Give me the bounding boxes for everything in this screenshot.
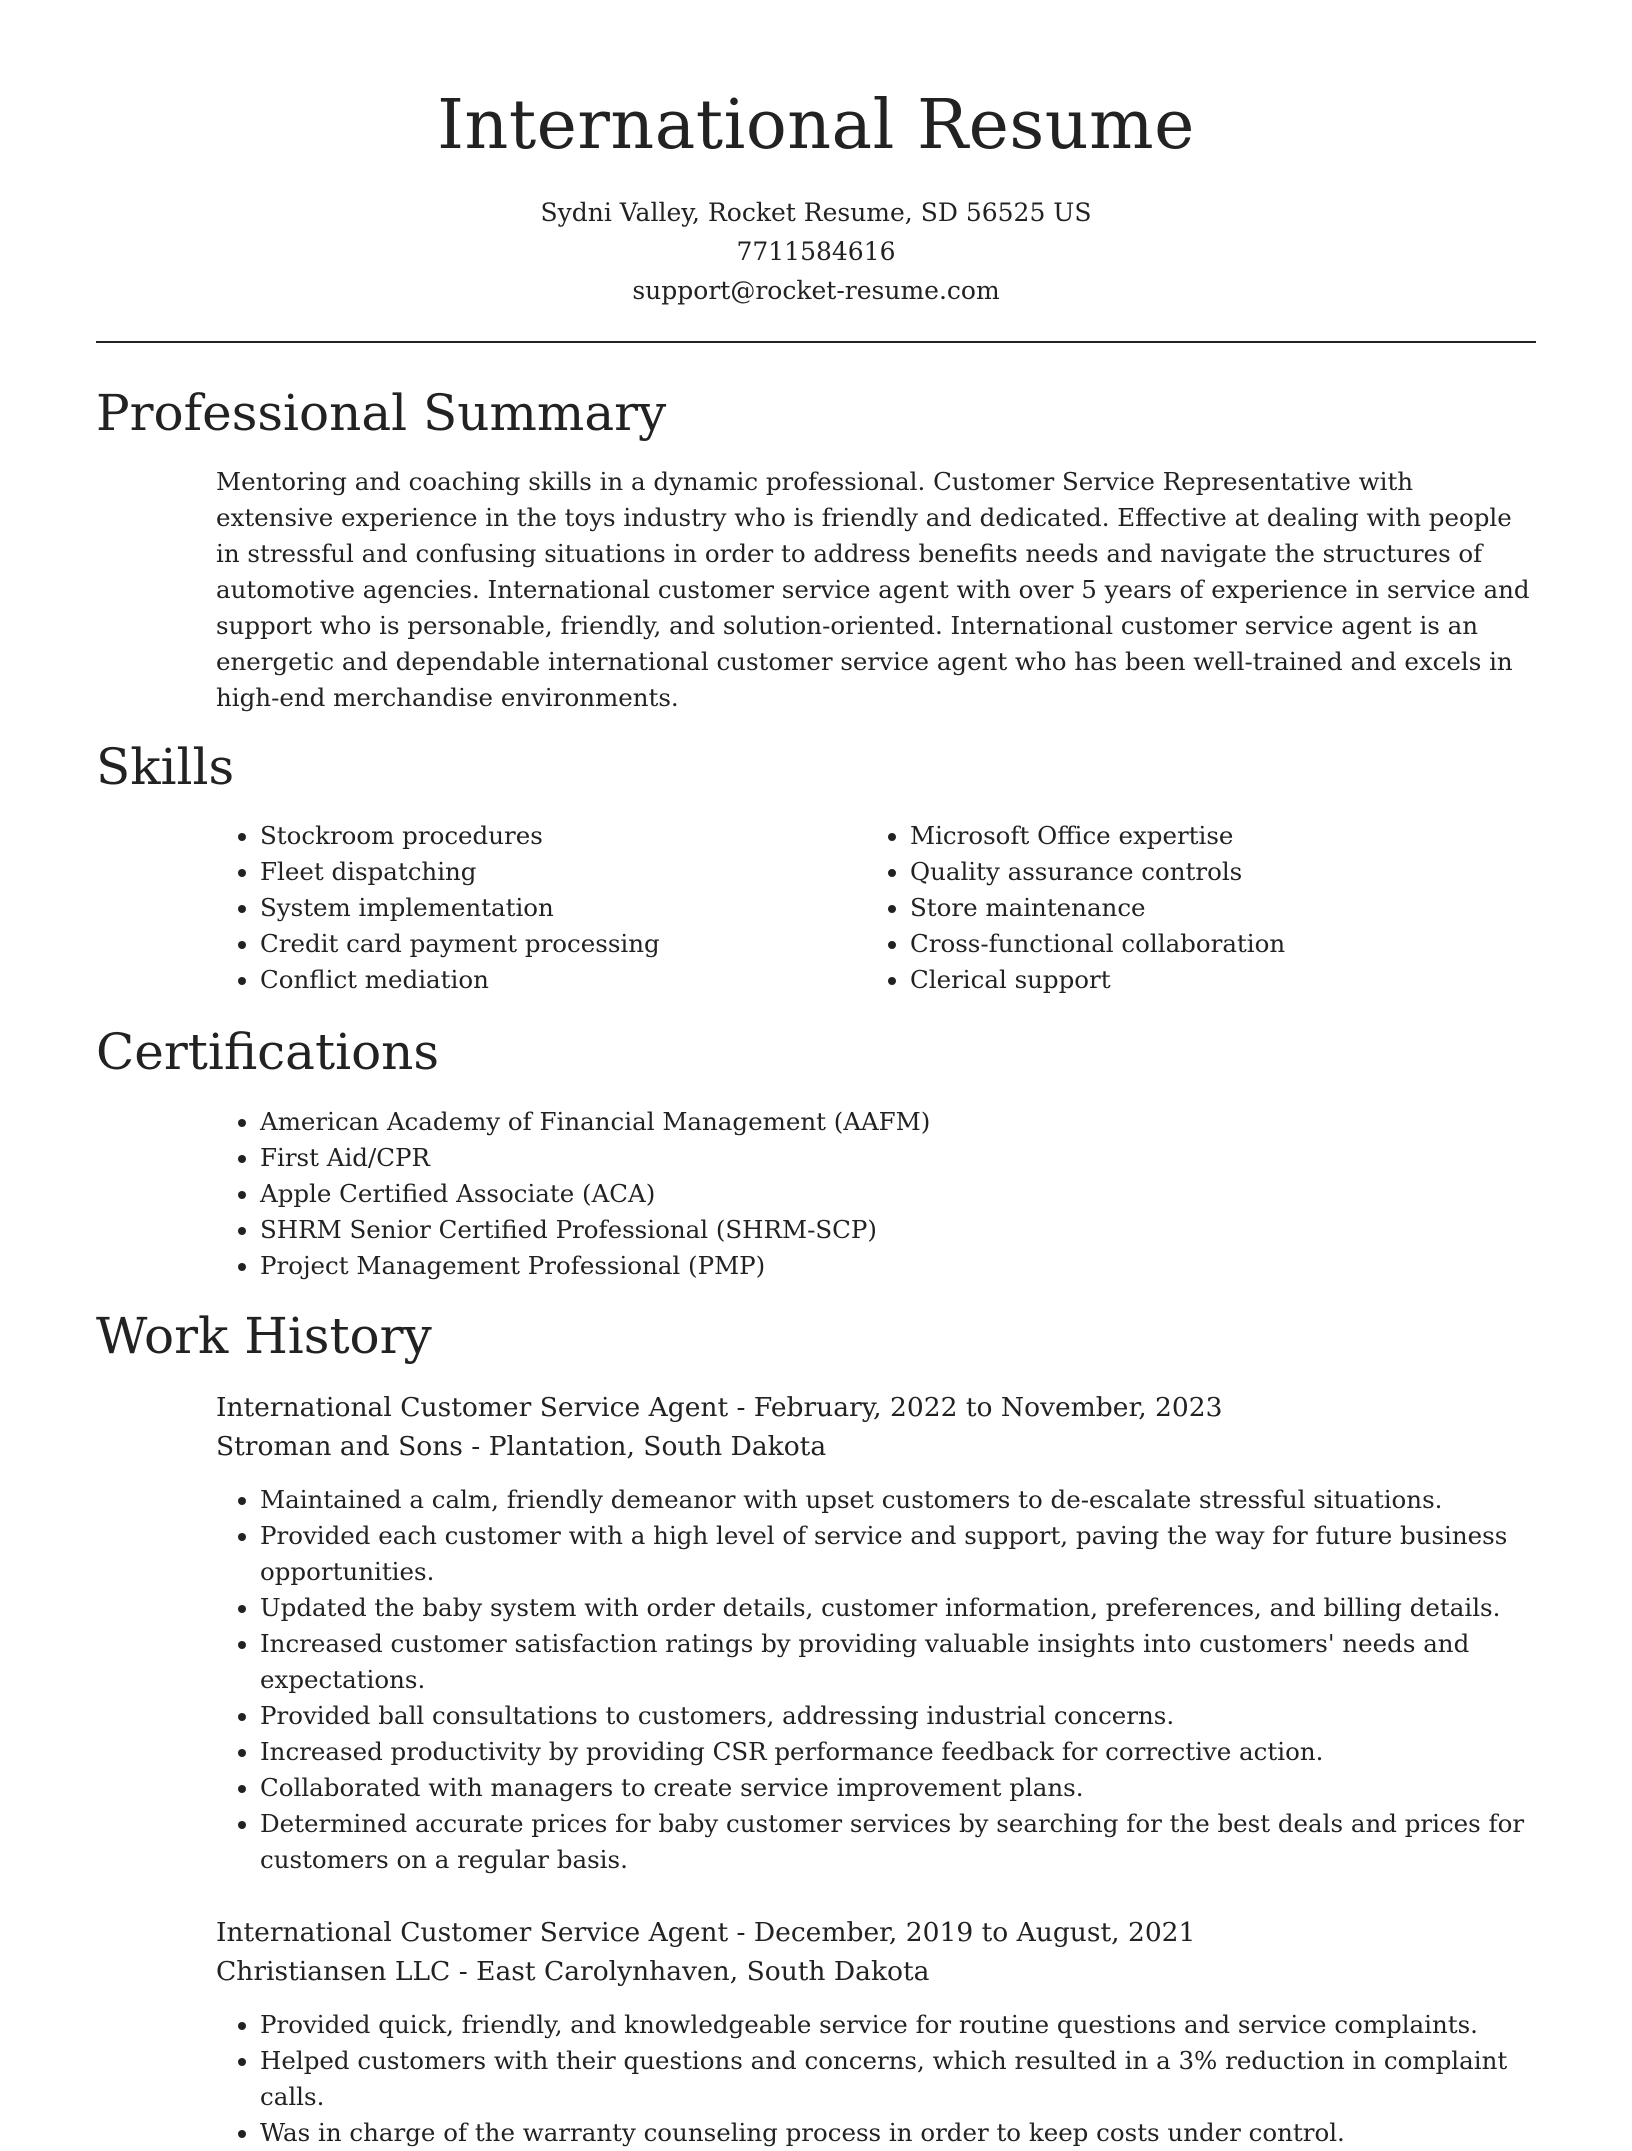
- skill-item: • Store maintenance: [910, 890, 1486, 926]
- skills-column-right: [866, 818, 1486, 998]
- phone-text: 7711584616: [736, 237, 896, 266]
- job-company-line: Stroman and Sons - Plantation, South Dakota: [216, 1431, 827, 1462]
- job-duty: • Provided ball consultations to customers, addressing industrial concerns.: [260, 1698, 1536, 1734]
- address-text: Sydni Valley, Rocket Resume, SD 56525 US: [540, 198, 1092, 227]
- skill-item: • Credit card payment processing: [260, 926, 836, 962]
- job-header: [216, 1388, 1536, 1466]
- certification-item: • Apple Certified Associate (ACA): [260, 1176, 1536, 1212]
- job-duties: [216, 2007, 1536, 2151]
- skill-item: • Cross-functional collaboration: [910, 926, 1486, 962]
- job-duty: • Updated the baby system with order details, customer information, preferences, and billing details.: [260, 1590, 1536, 1626]
- job-location: Plantation, South Dakota: [488, 1431, 827, 1462]
- skill-item: • Microsoft Office expertise: [910, 818, 1486, 854]
- job-duty: • Determined accurate prices for baby customer services by searching for the best deals and prices for customers on a regular basis.: [260, 1806, 1536, 1878]
- certifications-list: [216, 1104, 1536, 1284]
- job-duties-list: [216, 1482, 1536, 1878]
- skills-list-right: [866, 818, 1486, 998]
- job-duty: • Provided quick, friendly, and knowledgeable service for routine questions and service complaints.: [260, 2007, 1536, 2043]
- job-title: International Customer Service Agent: [216, 1392, 729, 1423]
- job-dates: February, 2022 to November, 2023: [753, 1392, 1223, 1423]
- skill-item: • System implementation: [260, 890, 836, 926]
- header-divider: [96, 341, 1536, 343]
- job-duty: • Helped customers with their questions and concerns, which resulted in a 3% reduction in complaint calls.: [260, 2043, 1536, 2115]
- job-company: Stroman and Sons: [216, 1431, 463, 1462]
- job-duty: • Maintained a calm, friendly demeanor with upset customers to de-escalate stressful situations.: [260, 1482, 1536, 1518]
- job-duties: [216, 1482, 1536, 1878]
- certification-item: • American Academy of Financial Management (AAFM): [260, 1104, 1536, 1140]
- certifications-block: [216, 1104, 1536, 1284]
- skill-item: • Stockroom procedures: [260, 818, 836, 854]
- work-history-heading: Work History: [96, 1307, 432, 1365]
- certification-item: • SHRM Senior Certified Professional (SHRM-SCP): [260, 1212, 1536, 1248]
- certification-item: • Project Management Professional (PMP): [260, 1248, 1536, 1284]
- job-duty: • Was in charge of the warranty counseling process in order to keep costs under control.: [260, 2115, 1536, 2151]
- email-text: support@rocket-resume.com: [632, 276, 1000, 305]
- skills-list-left: [216, 818, 836, 998]
- certifications-heading: Certifications: [96, 1023, 440, 1081]
- job-duties-list: [216, 2007, 1536, 2151]
- job-header: [216, 1913, 1536, 1991]
- job-duty: • Collaborated with managers to create service improvement plans.: [260, 1770, 1536, 1806]
- skill-item: • Fleet dispatching: [260, 854, 836, 890]
- skill-item: • Conflict mediation: [260, 962, 836, 998]
- job-title: International Customer Service Agent: [216, 1917, 729, 1948]
- skill-item: • Clerical support: [910, 962, 1486, 998]
- skills-heading: Skills: [96, 738, 235, 796]
- job-duty: • Increased productivity by providing CSR performance feedback for corrective action.: [260, 1734, 1536, 1770]
- job-dates: December, 2019 to August, 2021: [753, 1917, 1196, 1948]
- job-title-line: International Customer Service Agent - February, 2022 to November, 2023: [216, 1392, 1223, 1423]
- job-title-line: International Customer Service Agent - December, 2019 to August, 2021: [216, 1917, 1196, 1948]
- contact-block: [0, 193, 1632, 310]
- skill-item: • Quality assurance controls: [910, 854, 1486, 890]
- job-duty: • Increased customer satisfaction ratings by providing valuable insights into customers' needs and expectations.: [260, 1626, 1536, 1698]
- job-company-line: Christiansen LLC - East Carolynhaven, South Dakota: [216, 1956, 930, 1987]
- job-location: East Carolynhaven, South Dakota: [476, 1956, 930, 1987]
- job-company: Christiansen LLC: [216, 1956, 451, 1987]
- summary-heading: Professional Summary: [96, 384, 667, 442]
- skills-column-left: [216, 818, 836, 998]
- resume-title: International Resume: [437, 86, 1195, 165]
- certification-item: • First Aid/CPR: [260, 1140, 1536, 1176]
- summary-text: Mentoring and coaching skills in a dynamic professional. Customer Service Representative with extensive experience in the toys industry who is friendly and dedicated. Effective at dealing with people in stressful and confusing situations in order to address benefits needs and navigate the structures of automotive agencies. International customer service agent with over 5 years of experience in service and support who is personable, friendly, and solution-oriented. International customer service agent is an energetic and dependable international customer service agent who has been well-trained and excels in high-end merchandise environments.: [216, 467, 1530, 712]
- job-duty: • Provided each customer with a high level of service and support, paving the way for future business opportunities.: [260, 1518, 1536, 1590]
